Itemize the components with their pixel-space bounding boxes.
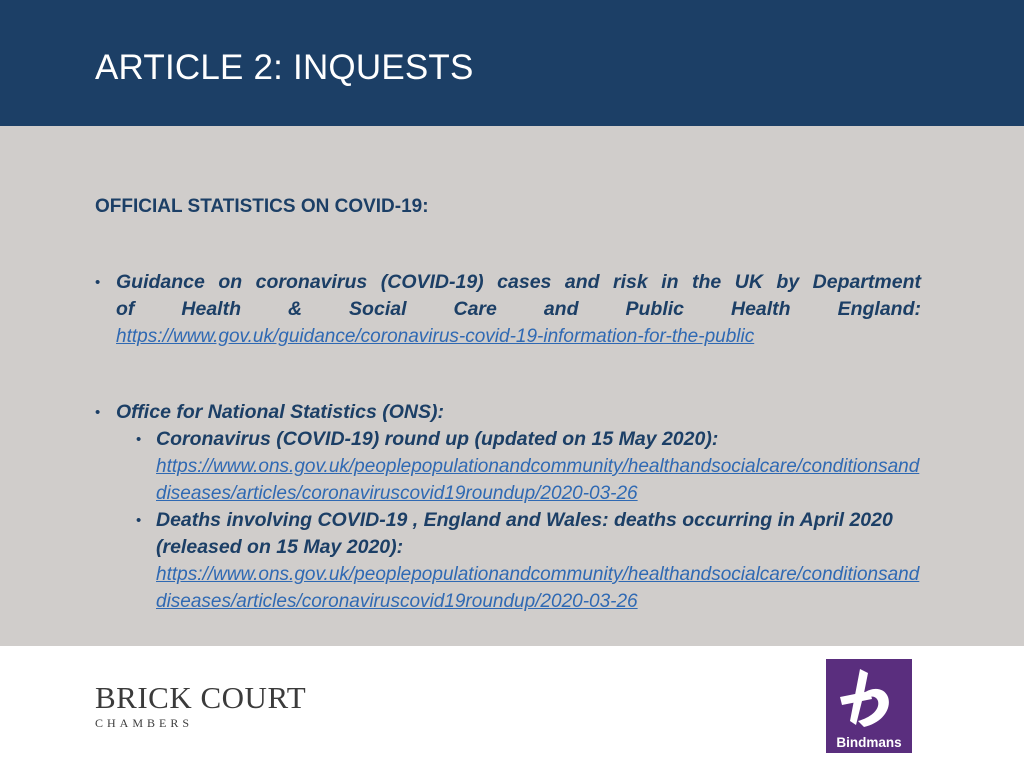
bullet-dot-icon: • — [95, 274, 101, 291]
sub-bullet-dot-icon: • — [136, 431, 142, 448]
bullet-guidance — [95, 269, 921, 350]
sub-bullet-deaths — [95, 507, 921, 615]
bullet-guidance-line1: Guidance on coronavirus (COVID-19) cases and risk in the UK by Department — [116, 271, 921, 293]
bullet-guidance-line2: of Health & Social Care and Public Health England: — [116, 298, 921, 320]
brick-court-logo — [95, 682, 306, 731]
bullet-dot-icon: • — [95, 404, 101, 421]
ons-deaths-link[interactable]: https://www.ons.gov.uk/peoplepopulationandcommunity/healthandsocialcare/conditionsanddiseases/articles/coronaviruscovid19roundup/2020-03-26 — [156, 564, 920, 612]
ons-roundup-link[interactable]: https://www.ons.gov.uk/peoplepopulationandcommunity/healthandsocialcare/conditionsanddiseases/articles/coronaviruscovid19roundup/2020-03-26 — [156, 456, 920, 504]
sub-bullet-roundup-label: Coronavirus (COVID-19) round up (updated on 15 May 2020): — [156, 428, 719, 450]
sub-bullet-deaths-label: Deaths involving COVID-19 , England and Wales: deaths occurring in April 2020 (released on 15 May 2020): — [156, 509, 893, 558]
bindmans-b-icon — [834, 663, 904, 735]
bindmans-label: Bindmans — [836, 735, 902, 750]
sub-bullet-dot-icon: • — [136, 512, 142, 529]
slide-title: ARTICLE 2: INQUESTS — [95, 48, 474, 87]
slide-header — [0, 0, 1024, 126]
section-heading: OFFICIAL STATISTICS ON COVID-19: — [95, 196, 429, 217]
bullet-ons — [95, 399, 921, 426]
bindmans-logo — [826, 659, 912, 753]
sub-bullet-roundup — [95, 426, 921, 507]
brick-court-name: BRICK COURT — [95, 680, 307, 715]
bullet-list — [95, 269, 921, 615]
slide-content — [0, 126, 1024, 646]
brick-court-chambers: CHAMBERS — [95, 716, 194, 730]
bullet-ons-label: Office for National Statistics (ONS): — [116, 401, 444, 423]
gov-uk-link[interactable]: https://www.gov.uk/guidance/coronavirus-covid-19-information-for-the-public — [116, 326, 755, 347]
